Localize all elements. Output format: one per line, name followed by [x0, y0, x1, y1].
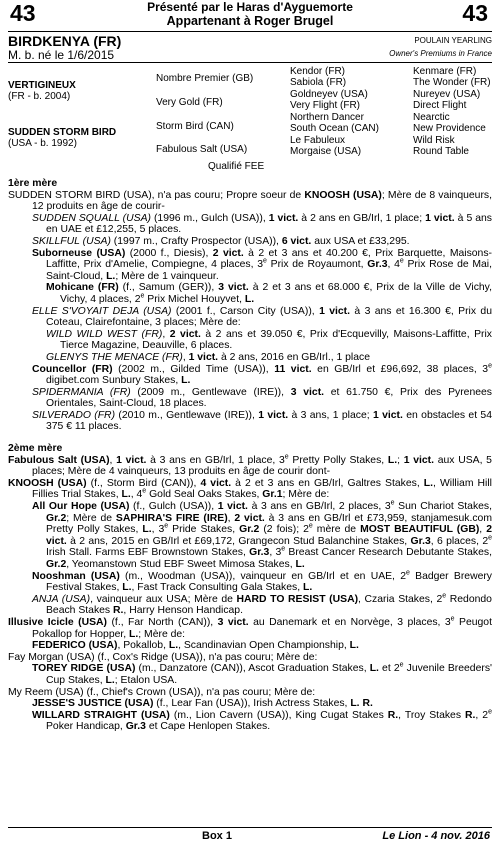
pedigree-g3-5: Northern Dancer: [290, 112, 364, 123]
produce-all-our-hope: All Our Hope (USA) (f., Gulch (USA)), 1 vict. à 3 ans en GB/Irl, 2 places, 3e Sun Chariot Stakes, Gr.2; Mère de SAPHIRA'S FIRE (IRE), 2 vict. à 3 ans en GB/Irl et £73,959, stanjamesuk.com Pretty Polly Stakes, L., 3e Pride Stakes, Gr.2 (2 fois); 2e mère de MOST BEAUTIFUL (GB), 2 vict. à 2 ans, 2015 en GB/Irl et £69,172, Grangecon Stud Balanchine Stakes, Gr.3, 6 places, 2e Irish Stall. Farms EBF Brownstown Stakes, Gr.3, 3e Breast Cancer Research Debutante Stakes, Gr.2, Yeomanstown Stud EBF Sweet Mimosa Stakes, L.: [32, 499, 493, 570]
produce-federico: FEDERICO (USA), Pokallob, L., Scandinavian Open Championship, L.: [32, 640, 359, 652]
dam-name: SUDDEN STORM BIRD: [8, 127, 117, 138]
pedigree-g4-6: New Providence: [413, 123, 486, 134]
pedigree-g4-1: Kenmare (FR): [413, 66, 477, 77]
first-dam-heading: 1ère mère: [8, 178, 58, 189]
produce-torey-ridge: TOREY RIDGE (USA) (m., Danzatore (CAN)), Ascot Graduation Stakes, L. et 2e Juvenile Breeders' Cup Stakes, L.; Etalon USA.: [32, 661, 493, 686]
produce-sudden-squall: SUDDEN SQUALL (USA) (1996 m., Gulch (USA)), 1 vict. à 2 ans en GB/Irl, 1 place; 1 vict. à 5 ans en UAE et £12,255, 5 places.: [32, 212, 492, 236]
second-dam-paragraph: Fabulous Salt (USA), 1 vict. à 3 ans en GB/Irl, 1 place, 3e Pretty Polly Stakes, L.; 1 vict. aux USA, 5 places; Mère de 4 vainqueurs, 13 produits en âge de courir dont-: [8, 453, 492, 478]
pedigree-g4-8: Round Table: [413, 146, 469, 157]
pedigree-g3-8: Morgaise (USA): [290, 146, 362, 157]
presenter-line: Présenté par le Haras d'Ayguemorte: [147, 0, 353, 14]
produce-wild-wild-west: WILD WILD WEST (FR), 2 vict. à 2 ans et 39.050 €, Prix d'Ecquevilly, Maisons-Laffitte, Prix Tierce Magazine, Deauville, 6 places.: [46, 328, 492, 352]
produce-my-reem: My Reem (USA) (f., Chief's Crown (USA)), n'a pas couru; Mère de:: [8, 686, 316, 698]
page-footer: [8, 827, 492, 842]
sale-info: Le Lion - 4 nov. 2016: [382, 830, 490, 842]
produce-jesses-justice: JESSE'S JUSTICE (USA) (f., Lear Fan (USA)), Irish Actress Stakes, L. R.: [32, 698, 373, 710]
qualifie-fee: Qualifié FEE: [208, 161, 265, 172]
produce-councellor: Councellor (FR) (2002 m., Gilded Time (USA)), 11 vict. en GB/Irl et £96,692, 38 places, 3e digibet.com Sunbury Stakes, L.: [32, 362, 492, 387]
lot-number-left: 43: [10, 0, 36, 26]
produce-skillful: SKILLFUL (USA) (1997 m., Crafty Prospector (USA)), 6 vict. aux USA et £33,295.: [32, 235, 410, 247]
produce-nooshman: Nooshman (USA) (m., Woodman (USA)), vainqueur en GB/Irl et en UAE, 2e Badger Brewery Festival Stakes, L., Fast Track Consulting Gala Stakes, L.: [32, 569, 493, 594]
pedigree-g2-3: Storm Bird (CAN): [156, 121, 234, 132]
produce-anja: ANJA (USA), vainqueur aux USA; Mère de HARD TO RESIST (USA), Czaria Stakes, 2e Redondo Beach Stakes R., Harry Henson Handicap.: [32, 592, 492, 617]
horse-name: BIRDKENYA (FR): [8, 33, 122, 49]
produce-mohicane: Mohicane (FR) (f., Samum (GER)), 3 vict. à 2 et 3 ans et 68.000 €, Prix de la Ville de Vichy, Vichy, 4 places, 2e Prix Michel Houyvet, L.: [46, 282, 492, 305]
horse-details: M. b. né le 1/6/2015: [8, 48, 115, 62]
pedigree-g4-3: Nureyev (USA): [413, 89, 481, 100]
pedigree-g3-2: Sabiola (FR): [290, 77, 347, 88]
pedigree-g2-1: Nombre Premier (GB): [156, 73, 254, 84]
pedigree-g3-6: South Ocean (CAN): [290, 123, 379, 134]
pedigree-notes: [8, 178, 492, 733]
produce-knoosh: KNOOSH (USA) (f., Storm Bird (CAN)), 4 vict. à 2 et 3 ans en GB/Irl, Galtres Stakes, L., William Hill Fillies Trial Stakes, L., 4e Gold Seal Oaks Stakes, Gr.1; Mère de:: [8, 477, 492, 501]
pedigree-g3-1: Kendor (FR): [290, 66, 346, 77]
produce-glenys: GLENYS THE MENACE (FR), 1 vict. à 2 ans, 2016 en GB/Irl., 1 place: [46, 351, 370, 363]
owner-line: Appartenant à Roger Brugel: [166, 14, 334, 28]
produce-suborneuse: Suborneuse (USA) (2000 f., Diesis), 2 vict. à 2 et 3 ans et 40.200 €, Prix Barquette, Maisons-Laffitte, Prix d'Amelie, Compiegne, 4 places, 3e Prix de Royaumont, Gr.3, 4e Prix Rose de Mai, Saint-Cloud, L.; Mère de 1 vainqueur.: [32, 247, 492, 282]
second-dam-heading: 2ème mère: [8, 443, 63, 455]
pedigree-g4-7: Wild Risk: [413, 135, 455, 146]
pedigree-g3-3: Goldneyev (USA): [290, 89, 368, 100]
horse-category: POULAIN YEARLING: [414, 36, 492, 45]
sire-name: VERTIGINEUX: [8, 80, 76, 91]
pedigree-g4-5: Nearctic: [413, 112, 450, 123]
owner-premium: Owner's Premiums in France: [389, 49, 492, 58]
dam-info: (USA - b. 1992): [8, 138, 77, 149]
pedigree-g2-2: Very Gold (FR): [156, 97, 223, 108]
pedigree-g2-4: Fabulous Salt (USA): [156, 144, 248, 155]
produce-spidermania: SPIDERMANIA (FR) (2009 m., Gentlewave (IRE)), 3 vict. et 61.750 €, Prix des Pyrenees Orientales, Saint-Cloud, 18 places.: [32, 386, 492, 410]
sire-info: (FR - b. 2004): [8, 91, 71, 102]
pedigree-g4-4: Direct Flight: [413, 100, 467, 111]
lot-number-right: 43: [462, 0, 488, 26]
presenter-header: [8, 0, 492, 28]
pedigree-g3-7: Le Fabuleux: [290, 135, 346, 146]
pedigree-g4-2: The Wonder (FR): [413, 77, 491, 88]
produce-fay-morgan: Fay Morgan (USA) (f., Cox's Ridge (USA)), n'a pas couru; Mère de:: [8, 651, 318, 663]
pedigree-table: [8, 63, 492, 176]
horse-title-bar: [8, 32, 492, 62]
produce-willard-straight: WILLARD STRAIGHT (USA) (m., Lion Cavern (USA)), King Cugat Stakes R., Troy Stakes R., 2e Poker Handicap, Gr.3 et Cape Henlopen Stakes.: [32, 708, 492, 733]
dam-paragraph: SUDDEN STORM BIRD (USA), n'a pas couru; Propre soeur de KNOOSH (USA); Mère de 8 vainqueurs, 12 produits en âge de courir-: [8, 189, 492, 213]
box-number: Box 1: [202, 830, 232, 842]
produce-elle-svoyait: ELLE S'VOYAIT DEJA (USA) (2001 f., Carson City (USA)), 1 vict. à 3 ans et 16.300 €, Prix du Coteau, Clairefontaine, 3 places; Mère de:: [32, 305, 492, 329]
pedigree-g3-4: Very Flight (FR): [290, 100, 361, 111]
produce-silverado: SILVERADO (FR) (2010 m., Gentlewave (IRE)), 1 vict. à 3 ans, 1 place; 1 vict. en obstacles et 54 375 € 11 places.: [32, 409, 492, 433]
produce-illusive-icicle: Illusive Icicle (USA) (f., Far North (CAN)), 3 vict. au Danemark et en Norvège, 3 places, 3e Peugot Pokallop for Hopper, L.; Mère de:: [8, 615, 492, 640]
